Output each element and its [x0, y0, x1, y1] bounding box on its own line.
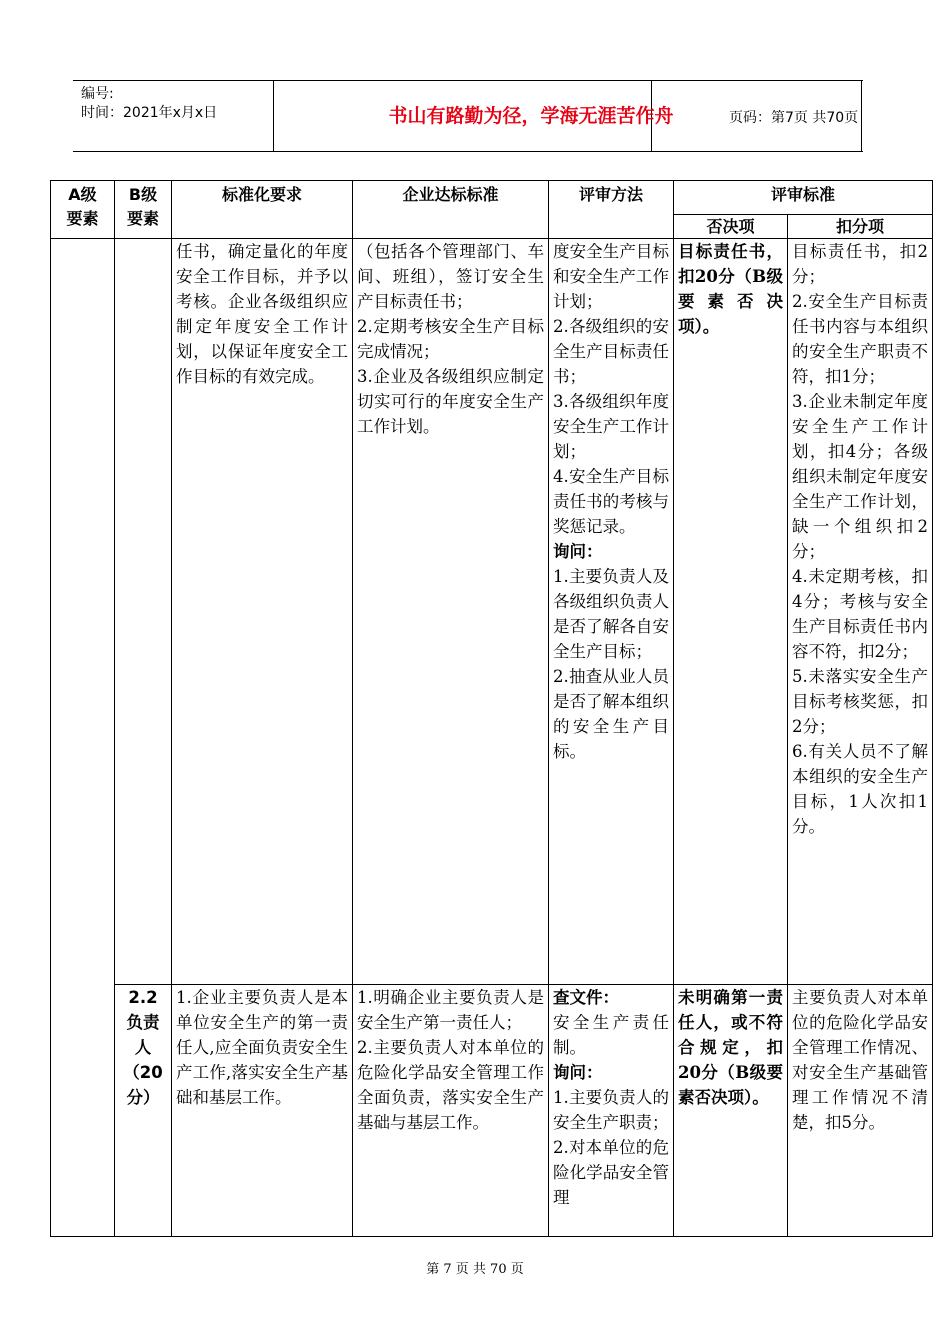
requirement-cell: 任书，确定量化的年度安全工作目标，并予以考核。企业各级组织应制定年度安全工作计划，以保证年度安全工作目标的有效完成。: [172, 239, 353, 985]
header-divider: [861, 81, 862, 151]
header-page-code: 页码：第7页 共70页: [729, 110, 859, 126]
col-standard: 企业达标标准: [353, 181, 549, 239]
col-a-level: A级 要素: [51, 181, 115, 239]
method-text: 1.主要负责人及各级组织负责人是否了解各自安全生产目标； 2.抽查从业人员是否了解本组织的安全生产目标。: [553, 567, 669, 761]
method-text: 安全生产责任制。: [553, 1013, 669, 1057]
review-standard-table: [50, 180, 933, 1237]
page-header: [73, 80, 863, 152]
header-row: [51, 181, 933, 215]
deduction-cell: 目标责任书，扣2分； 2.安全生产目标责任书内容与本组织的安全生产职责不符，扣1分； 3.企业未制定年度安全生产工作计划，扣4分；各级组织未制定年度安全生产工作计划，缺一个组织扣2分； 4.未定期考核，扣4分；考核与安全生产目标责任书内容不符，扣2分； 5.未落实安全生产目标考核奖惩，扣2分； 6.有关人员不了解本组织的安全生产目标，1人次扣1分。: [788, 239, 933, 985]
method-text: 1.主要负责人的安全生产职责； 2.对本单位的危险化学品安全管理: [553, 1088, 669, 1207]
b-level-cell: 2.2 负责 人 （20 分）: [115, 985, 172, 1237]
col-veto: 否决项: [674, 215, 788, 239]
standard-cell: （包括各个管理部门、车间、班组），签订安全生产目标责任书； 2.定期考核安全生产目标完成情况； 3.企业及各级组织应制定切实可行的年度安全生产工作计划。: [353, 239, 549, 985]
method-text: 度安全生产目标和安全生产工作计划； 2.各级组织的安全生产目标责任书； 3.各级组织年度安全生产工作计划； 4.安全生产目标责任书的考核与奖惩记录。: [553, 242, 669, 536]
requirement-cell: 1.企业主要负责人是本单位安全生产的第一责任人,应全面负责安全生产工作,落实安全生产基础和基层工作。: [172, 985, 353, 1237]
deduction-cell: 主要负责人对本单位的危险化学品安全管理工作情况、对安全生产基础管理工作情况不清楚，扣5分。: [788, 985, 933, 1237]
veto-cell: 未明确第一责任人，或不符合规定，扣20分（B级要素否决项）。: [674, 985, 788, 1237]
method-cell: [549, 239, 674, 985]
method-label-check-docs: 查文件：: [553, 988, 619, 1007]
table-row: [51, 239, 933, 985]
standard-cell: 1.明确企业主要负责人是安全生产第一责任人； 2.主要负责人对本单位的危险化学品安全管理工作全面负责，落实安全生产基础与基层工作。: [353, 985, 549, 1237]
page-footer: 第 7 页 共 70 页: [426, 1262, 524, 1277]
method-cell: [549, 985, 674, 1237]
method-label-inquiry: 询问：: [553, 542, 603, 561]
doc-time-label: 时间：2021年x月x日: [81, 105, 218, 121]
b-level-cell: [115, 239, 172, 985]
method-label-inquiry: 询问：: [553, 1063, 603, 1082]
col-criteria: 评审标准: [674, 181, 933, 215]
a-level-cell: [51, 239, 115, 1237]
col-deduction: 扣分项: [788, 215, 933, 239]
col-method: 评审方法: [549, 181, 674, 239]
table-row: [51, 985, 933, 1237]
veto-cell: 目标责任书，扣20分（B级要素否决项）。: [674, 239, 788, 985]
doc-number-label: 编号:: [81, 86, 114, 102]
col-requirement: 标准化要求: [172, 181, 353, 239]
col-b-level: B级 要素: [115, 181, 172, 239]
header-motto: 书山有路勤为径，学海无涯苦作舟: [388, 105, 674, 127]
header-meta: [81, 85, 271, 123]
header-divider: [273, 81, 274, 151]
